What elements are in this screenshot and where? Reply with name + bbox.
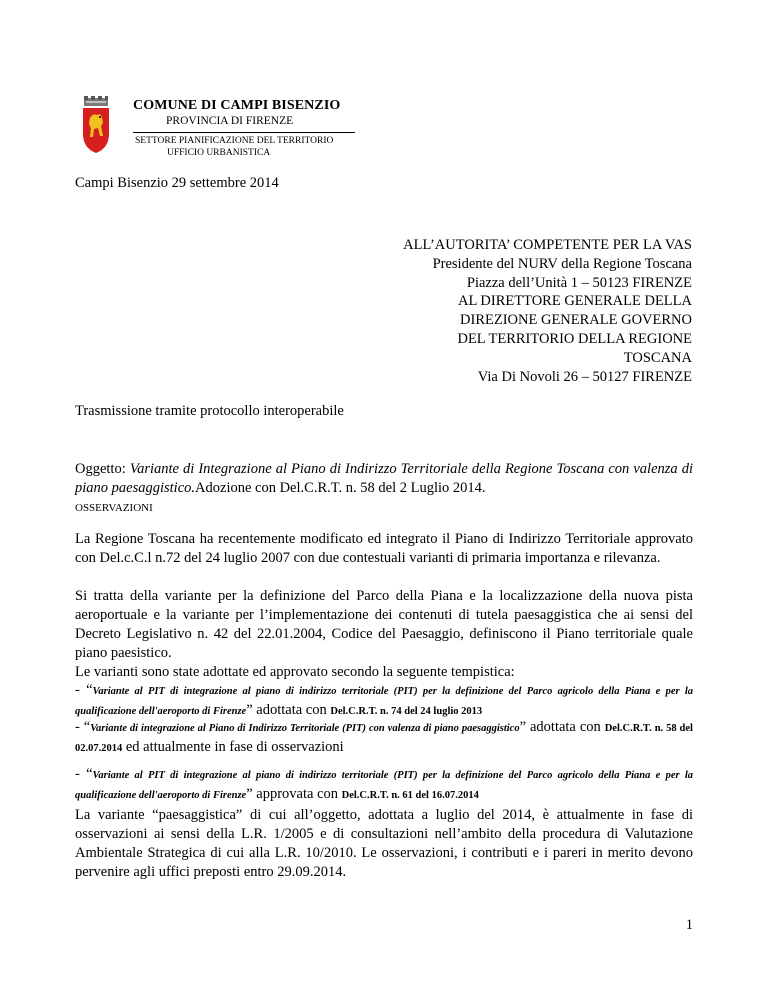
quote-close: ” [246,702,253,718]
timeline-item-2 [75,718,693,758]
province-name: PROVINCIA DI FIRENZE [166,115,294,127]
body-paragraph-4: La variante “paesaggistica” di cui all’oggetto, adottata a luglio del 2014, è attualmente in fase di osservazioni ai sensi della L.R. 1/2005 e di consultazioni nell’ambito della procedura di Valutazione Ambientale Strategica di cui alla L.R. 10/2010. Le osservazioni, i contributi e i pareri in merito devono pervenire agli uffici preposti entro 29.09.2014. [75,807,693,880]
deliberation-ref: Del.C.R.T. n. 58 del 02.07.2014 [75,723,693,754]
observations-heading: OSSERVAZIONI [75,502,153,514]
page-number: 1 [685,917,693,933]
subject-title: Variante di Integrazione al Piano di Indirizzo Territoriale della Regione Toscana con valenza di piano paesaggistico. [75,461,693,496]
quote-close: ” [519,719,527,735]
recipient-line: DEL TERRITORIO DELLA REGIONE [457,331,692,347]
recipient-block-2 [457,292,692,387]
subject-label: Oggetto: [75,461,130,477]
recipient-line: DIREZIONE GENERALE GOVERNO [460,312,692,328]
subject-line [75,460,693,498]
body-paragraph-3: Le varianti sono state adottate ed approvato secondo la seguente tempistica: [75,664,515,680]
office-name: UFFICIO URBANISTICA [167,148,271,158]
bullet-prefix: - “ [75,719,91,735]
recipient-line: AL DIRETTORE GENERALE DELLA [458,293,692,309]
timeline-item-1 [75,681,693,721]
letter-date: Campi Bisenzio 29 settembre 2014 [75,175,279,191]
deliberation-ref: Del.C.R.T. n. 74 del 24 luglio 2013 [330,706,483,717]
recipient-line: Presidente del NURV della Regione Toscana [432,256,692,272]
quote-close: ” [246,786,253,802]
timeline-item-3 [75,765,693,805]
subject-adoption: Adozione con Del.C.R.T. n. 58 del 2 Luglio 2014. [195,480,486,496]
sector-name: SETTORE PIANIFICAZIONE DEL TERRITORIO [135,136,334,146]
body-paragraph-1: La Regione Toscana ha recentemente modificato ed integrato il Piano di Indirizzo Territoriale approvato con Del.c.C.l n.72 del 24 luglio 2007 con due contestuali varianti di primaria importanza e rilevanza. [75,531,693,566]
variant-status: adottata con [252,702,331,718]
variant-status: adottata con [526,719,605,735]
recipient-line: TOSCANA [623,350,692,366]
municipality-name: COMUNE DI CAMPI BISENZIO [133,98,341,113]
recipient-block-1 [403,236,692,293]
municipal-crest-logo [80,96,112,154]
recipient-line: Via Di Novoli 26 – 50127 FIRENZE [477,369,692,385]
variant-title: Variante di integrazione al Piano di Indirizzo Territoriale (PIT) con valenza di piano paesaggistico [90,723,520,734]
bullet-prefix: - “ [75,766,93,782]
variant-note: ed attualmente in fase di osservazioni [122,739,344,755]
variant-title: Variante al PIT di integrazione al piano di indirizzo territoriale (PIT) per la definizione del Parco agricolo della Piana e per la qualificazione dell'aeroporto di Firenze [75,770,693,801]
recipient-line: Piazza dell’Unità 1 – 50123 FIRENZE [466,275,692,291]
bullet-prefix: - “ [75,682,93,698]
deliberation-ref: Del.C.R.T. n. 61 del 16.07.2014 [341,790,479,801]
transmission-note: Trasmissione tramite protocollo interoperabile [75,403,344,419]
body-paragraph-2: Si tratta della variante per la definizione del Parco della Piana e la localizzazione della nuova pista aeroportuale e la variante per l’implementazione dei contenuti di tutela paesaggistica che ai sensi del Decreto Legislativo n. 42 del 22.01.2004, Codice del Paesaggio, definiscono il Piano territoriale quale piano paesistico. [75,588,693,661]
letterhead-divider [133,132,355,133]
variant-title: Variante al PIT di integrazione al piano di indirizzo territoriale (PIT) per la definizione del Parco agricolo della Piana e per la qualificazione dell'aeroporto di Firenze [75,686,693,717]
recipient-line: ALL’AUTORITA’ COMPETENTE PER LA VAS [403,237,692,253]
variant-status: approvata con [252,786,342,802]
